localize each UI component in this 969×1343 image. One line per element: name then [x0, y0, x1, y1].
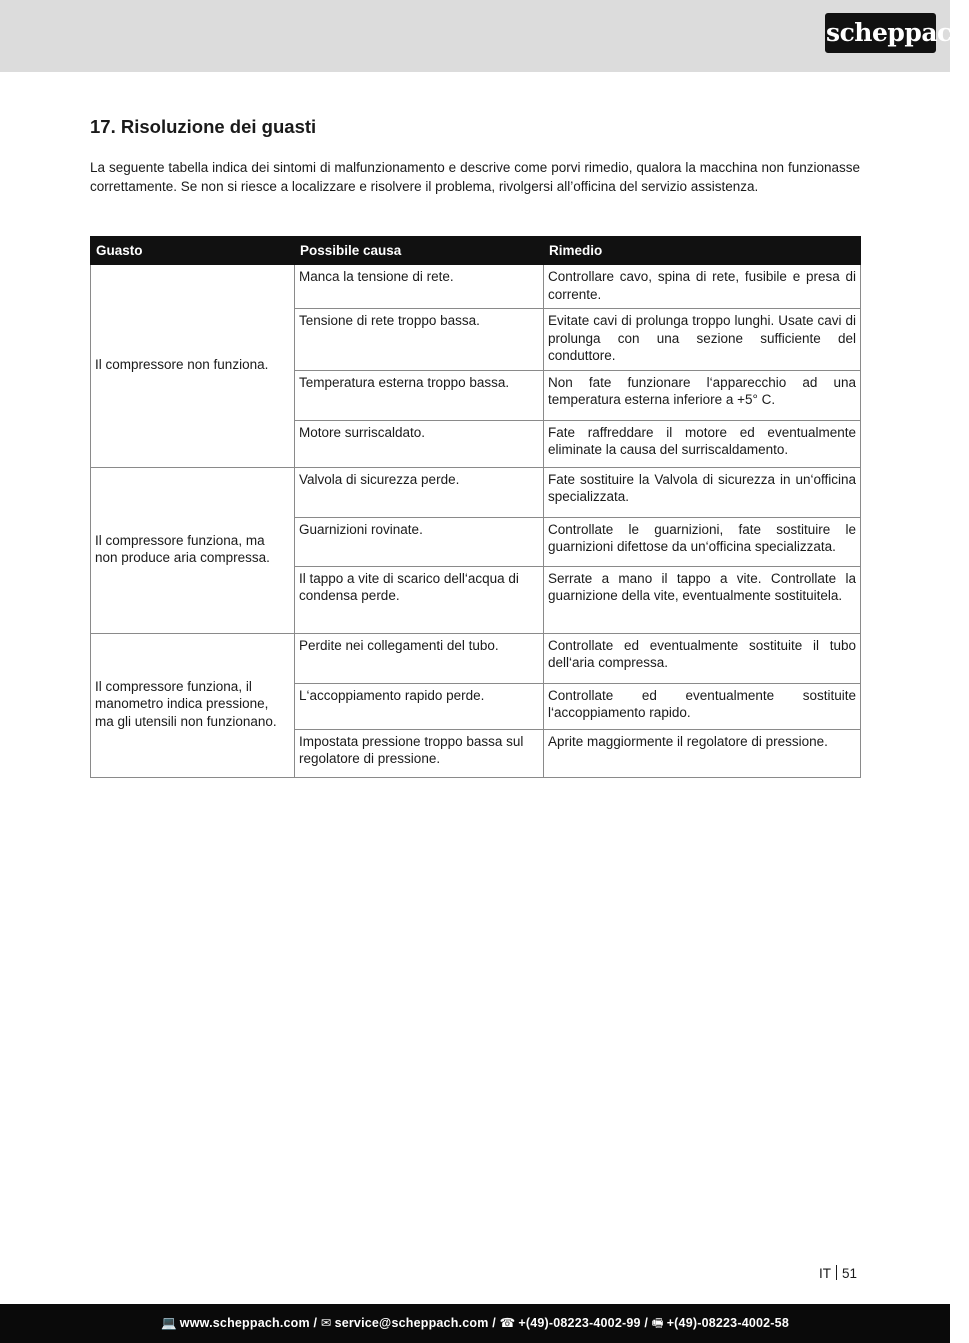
cause-cell: Manca la tensione di rete.	[295, 265, 544, 309]
remedy-cell: Fate raffreddare il motore ed eventualmente eliminate la causa del surriscaldamento.	[544, 420, 861, 467]
fault-cell: Il compressore funziona, ma non produce aria compressa.	[91, 467, 295, 633]
remedy-cell: Controllare cavo, spina di rete, fusibile e presa di corrente.	[544, 265, 861, 309]
cause-cell: Valvola di sicurezza perde.	[295, 467, 544, 517]
phone-icon: ☎	[499, 1316, 516, 1330]
cause-cell: Impostata pressione troppo bassa sul regolatore di pressione.	[295, 729, 544, 777]
fax-icon: 🖷	[651, 1316, 664, 1330]
section-title: 17. Risoluzione dei guasti	[90, 116, 317, 137]
brand-logo: scheppach	[825, 13, 936, 53]
remedy-cell: Controllate ed eventualmente sostituite l‘accoppiamento rapido.	[544, 683, 861, 729]
page-number-value: 51	[842, 1266, 858, 1281]
cause-cell: L‘accoppiamento rapido perde.	[295, 683, 544, 729]
header-remedy: Rimedio	[544, 237, 861, 265]
cause-cell: Guarnizioni rovinate.	[295, 517, 544, 566]
remedy-cell: Non fate funzionare l‘apparecchio ad una temperatura esterna inferiore a +5° C.	[544, 370, 861, 420]
website-link[interactable]: www.scheppach.com	[179, 1316, 310, 1330]
remedy-cell: Evitate cavi di prolunga troppo lunghi. Usate cavi di prolunga con una sezione sufficiente del conduttore.	[544, 309, 861, 371]
computer-icon: 💻	[161, 1316, 177, 1330]
email-link[interactable]: service@scheppach.com	[334, 1316, 489, 1330]
table-header-row	[91, 237, 861, 265]
footer-bar	[0, 1304, 950, 1343]
footer-separator: /	[640, 1316, 652, 1330]
remedy-cell: Controllate le guarnizioni, fate sostituire le guarnizioni difettose da un‘officina specializzata.	[544, 517, 861, 566]
page-number	[819, 1265, 857, 1281]
footer-separator: /	[488, 1316, 500, 1330]
remedy-cell: Serrate a mano il tappo a vite. Controllate la guarnizione della vite, eventualmente sostituitela.	[544, 566, 861, 633]
footer-separator: /	[309, 1316, 321, 1330]
mail-icon: ✉	[320, 1316, 332, 1330]
cause-cell: Perdite nei collegamenti del tubo.	[295, 633, 544, 683]
header-cause: Possibile causa	[295, 237, 544, 265]
cause-cell: Motore surriscaldato.	[295, 420, 544, 467]
header-fault: Guasto	[91, 237, 295, 265]
fault-cell: Il compressore funziona, il manometro indica pressione, ma gli utensili non funzionano.	[91, 633, 295, 777]
table-row	[91, 467, 861, 517]
page-divider	[836, 1265, 837, 1280]
phone-number: +(49)-08223-4002-99	[518, 1316, 641, 1330]
cause-cell: Temperatura esterna troppo bassa.	[295, 370, 544, 420]
table-row	[91, 633, 861, 683]
fax-number: +(49)-08223-4002-58	[666, 1316, 789, 1330]
header-band	[0, 0, 950, 72]
cause-cell: Il tappo a vite di scarico dell‘acqua di condensa perde.	[295, 566, 544, 633]
remedy-cell: Aprite maggiormente il regolatore di pressione.	[544, 729, 861, 777]
remedy-cell: Controllate ed eventualmente sostituite il tubo dell‘aria compressa.	[544, 633, 861, 683]
table-row	[91, 265, 861, 309]
cause-cell: Tensione di rete troppo bassa.	[295, 309, 544, 371]
section-intro: La seguente tabella indica dei sintomi di malfunzionamento e descrive come porvi rimedio, qualora la macchina non funzionasse correttamente. Se non si riesce a localizzare e risolvere il problema, rivolgersi all’officina del servizio assistenza.	[90, 160, 860, 194]
fault-cell: Il compressore non funziona.	[91, 265, 295, 468]
remedy-cell: Fate sostituire la Valvola di sicurezza in un‘officina specializzata.	[544, 467, 861, 517]
page-language: IT	[819, 1266, 831, 1281]
troubleshooting-table	[90, 236, 861, 778]
